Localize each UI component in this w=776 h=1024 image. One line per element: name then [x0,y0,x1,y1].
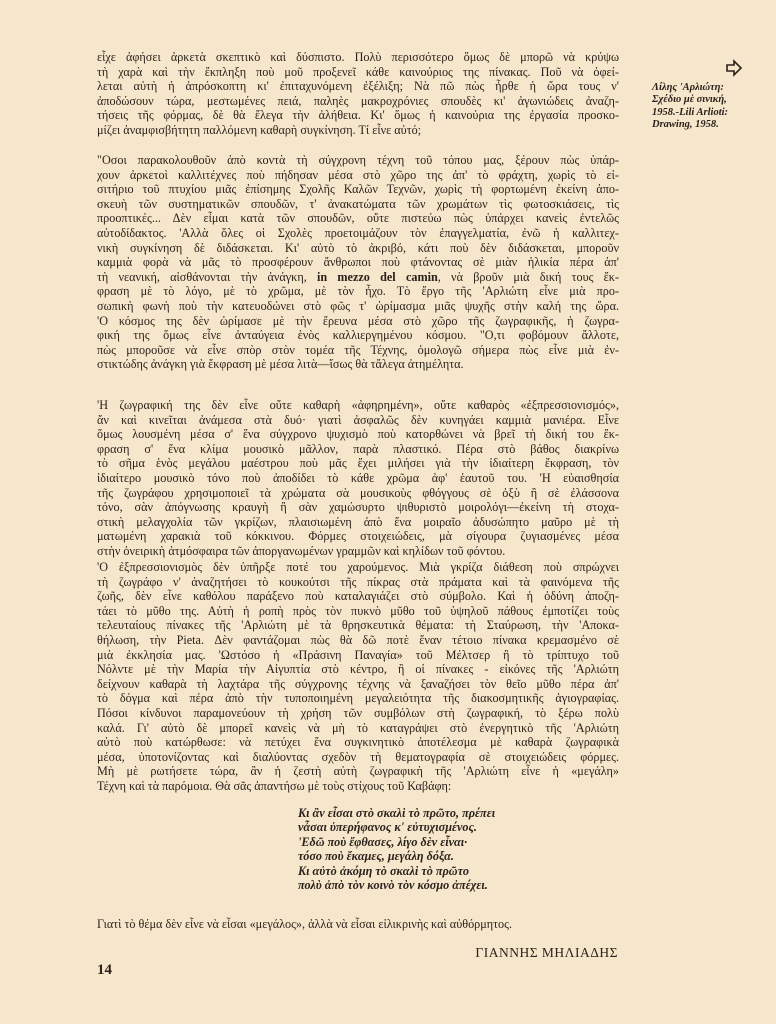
text-line: δείχνουν καθαρὰ τὴ λαχτάρα τῆς σύγχρονης τέχνης νὰ ξαναζήσει τὸν θεῖο μῦθο πέρα ἀπ' [97,676,619,691]
text-line: καμμιὰ φορὰ νὰ μᾶς τὸ προσφέρουν ἄνθρωποι ποὺ φτάνοντας σὲ μιὰν ἡλικία πέρα ἀπ' [97,255,619,270]
text-line: αὐτοδίδακτος. 'Αλλὰ ὅλες οἱ Σχολὲς προετοιμάζουν τὸν ἐπαγγελματία, ἐνῶ ἡ καλλιτεχ- [97,225,619,240]
text-line: τὴ ζωγράφο ν' ἀναζητήσει τὸ κουκούτσι τῆς πίκρας στὰ πράματα καὶ τὰ φαινόμενα τῆς [97,574,619,589]
text-line: 'Ο κόσμος της δὲν ὡρίμασε μὲ τὴν ἔρευνα μέσα στὸ χῶρο τῆς ζωγραφικῆς, ἡ ζωγρα- [97,313,619,328]
text-line: χουν ἀρκετοὶ καλλιτέχνες ποὺ πήδησαν μέσα στὸ χῶρο της ἀπ' τὸ φράχτη, χωρὶς τὸ εἰ- [97,167,619,182]
text-line: φική της ὅμως εἶνε ἀνταύγεια ἑνὸς καλλιεργημένου κόσμου. "Ο,τι φοβόμουν ἄλλοτε, [97,328,619,343]
paragraph-1 [97,50,619,138]
paragraph-4 [97,560,619,794]
paragraph-2 [97,153,619,372]
text-line: στικὴ μελαγχολία τῶν γκρίζων, πλαισιωμένη ἀπὸ ἕνα μοιραῖο ἀδυσώπητο μαῦρο μὲ τὴ [97,514,619,529]
text-line: ζωῆς, δὲν εἶνε καθόλου παράξενο ποὺ καταλαγιάζει στὸ σύμβολο. Καὶ ἡ ὀδύνη ἀποζη- [97,589,619,604]
poem-line: τόσο ποὺ ἔκαμες, μεγάλη δόξα. [298,849,454,864]
page-number: 14 [97,962,112,978]
text-line: στικτώδης ἀνάγκη γιὰ ἔκφραση μὲ μέσα λιτὰ—ἴσως θὰ τἄλεγα ἀτημέλητα. [97,357,464,372]
text-line: τάει τὸ μῦθο της. Αὐτὴ ἡ ροπὴ πρὸς τὸν πυκνὸ μῦθο τοῦ ὑψηλοῦ πάθους ἐμποτίζει τοὺς [97,603,619,618]
text-line: Μὴ μὲ ρωτήσετε τώρα, ἂν ἡ ζεστὴ αὐτὴ ζωγραφικὴ τῆς 'Αρλιώτη εἶνε ἡ «μεγάλη» [97,764,619,779]
text-line: τήσεις τῆς φόρμας, δὲ θὰ ἔλεγα τὴν ἀλήθεια. Κι' ὅμως ἡ καινούρια της ἐργασία προσκο- [97,108,619,123]
text-line: 'Ο ἐξπρεσσιονισμὸς δὲν ὑπῆρξε ποτέ του χαρούμενος. Μιὰ γκρίζα διάθεση ποὺ σπρώχνει [97,560,619,574]
text-line: νικὴ συγκίνηση δὲ διδάσκεται. Κι' αὐτὸ τὸ ἀκριβό, κάτι ποὺ δὲν διδάσκεται, μποροῦν [97,240,619,255]
caption-line: 1958.-Lili Arlioti: [652,106,729,118]
text-line: Νόλντε μὲ τὴν Μαρία τὴν Αἰγυπτία στὸ κέντρο, ἢ οἱ πίνακες - εἰκόνες τῆς 'Αρλιώτη [97,662,619,677]
text-line: ὅμως λουσμένη μέσα σ' ἕνα σύγχρονο ψυχισμὸ ποὺ κατορθώνει νὰ βρεῖ τὴ δική του ἔκ- [97,427,619,442]
text-line: φραση σ' ἕνα κλίμα μουσικὸ μᾶλλον, παρὰ πλαστικό. Πέρα στὸ βάθος διακρίνω [97,441,619,456]
text-line: θήλωση, τὴν Pieta. Δὲν φαντάζομαι πὼς θὰ δῶ ποτὲ ἕναν τέτοιο πίνακα κρεμασμένο σὲ [97,632,619,647]
text-line: τῆς ζωγράφου χρησιμοποιεῖ τὰ χρώματα σὰ μουσικοὺς φθόγγους σὲ ὀξὺ ἢ σὲ ἐλάσσονα [97,485,619,500]
poem-line: νἆσαι ὑπερήφανος κ' εὐτυχισμένος. [298,820,477,835]
text-line: σωπικὴ φωνὴ ποὺ τὴν κατευοδώνει στὸ φῶς τ' ὡρίμασμα μιᾶς ψυχῆς στὴν καλή της ὥρα. [97,298,619,313]
text-line: εἶχε ἀφήσει ἀρκετὰ σκεπτικὸ καὶ δύσπιστο. Πολὺ περισσότερο ὅμως δὲ μπορῶ νὰ κρύψω [97,50,619,64]
text-line: φραση μὲ τὸ λόγο, μὲ τὸ χρῶμα, μὲ τὸν ἦχο. Τὸ ἔργο τῆς 'Αρλιώτη εἶνε μιὰ προ- [97,284,619,299]
text-line: τὸ δόγμα καὶ πέρα ἀπὸ τὴν τυποποιημένη μεγαλειότητα τῆς διακοσμητικῆς ἁγιογραφίας. [97,691,619,706]
text-line: 'Η ζωγραφική της δὲν εἶνε οὔτε καθαρὴ «ἀφηρημένη», οὔτε καθαρὸς «ἐξπρεσσιονισμός», [97,398,619,412]
poem-line: Κι ἂν εἶσαι στὸ σκαλὶ τὸ πρῶτο, πρέπει [298,806,496,820]
image-caption [652,82,728,132]
text-line: τελευταίους πίνακες τῆς 'Αρλιώτη μὲ τὰ θρησκευτικὰ θέματα: τὴ Σταύρωση, τὴν 'Αποκα- [97,618,619,633]
author-signature: ΓΙΑΝΝΗΣ ΜΗΛΙΑΔΗΣ [475,945,618,960]
text-line: προοπτικές... Δὲν εἶμαι κατὰ τῶν σπουδῶν, οὔτε πιστεύω πὼς ὑπάρχει κανεὶς ἐντελῶς [97,211,619,226]
text-line: τὴ χαρὰ καὶ τὴν ἔκπληξη ποὺ μοῦ προξενεῖ κάθε καινούριος της πίνακας. Ποῦ νὰ ὀφεί- [97,64,619,79]
poem-line: 'Εδῶ ποὺ ἔφθασες, λίγο δὲν εἶναι· [298,834,468,849]
text-line: σιτήριο τοῦ πτυχίου μιᾶς ἐπίσημης Σχολῆς Καλῶν Τεχνῶν, χωρὶς τὴ φορτωμένη ἐκείνη ἀπο- [97,182,619,197]
arrow-right-icon [724,58,744,78]
text-line: τόνο, σὰν ἀπόγνωσης κραυγὴ ἢ σὰν χαμώσυρτο ψιθυριστὸ μοιρολόγι—ἐκείνη τὴ στοχα- [97,500,619,515]
caption-line: Λίλης 'Αρλιώτη: [652,82,724,93]
text-line: ματωμένη χαρακιὰ τοῦ κόκκινου. Φόρμες στοιχειώδεις, μὰ σίγουρα ζυγιασμένες μέσα [97,529,619,544]
emphasized-phrase: in mezzo del camin [317,269,438,284]
text-line: ἄν καὶ κινεῖται ἀνάμεσα στὰ δυό· γιατὶ ἀσφαλῶς δὲν κυνηγάει καμμιὰ μανιέρα. Εἶνε [97,412,619,427]
text-line: Τέχνη καὶ τὰ παρόμοια. Θὰ σᾶς ἀπαντήσω μὲ τοὺς στίχους τοῦ Καβάφη: [97,778,452,793]
text-line: ἀποδώσουν τώρα, μεστωμένες πειά, παληὲς μακροχρόνιες σπουδὲς κι' ἀγωνιώδεις ἀναζη- [97,93,619,108]
caption-line: Σχέδιο μὲ σινική, [652,94,727,106]
text-line: μιὰ ἐκκλησία μας. 'Ωστόσο ἡ «Πράσινη Παναγία» τοῦ Μέλτσερ ἢ τὸ τρίπτυχο τοῦ [97,647,619,662]
text-line: αὐτὸ ποὺ κατώρθωσε: νὰ πετύχει ἕνα συγκινητικὸ ἀποτέλεσμα μὲ καθαρὰ ζωγραφικὰ [97,735,619,750]
text-line: στὴν ὀνειρικὴ ἀτμόσφαιρα τῶν ἀποργανωμένων γραμμῶν καὶ κηλίδων τοῦ φόντου. [97,543,506,558]
text-line: τὸ σῆμα ἑνὸς μεγάλου μαέστρου ποὺ μᾶς ἔχει μιλήσει γιὰ τὴν ἰδιαίτερη ἔκφραση, τὸν [97,456,619,471]
poem-line: Κι αὐτὸ ἀκόμη τὸ σκαλὶ τὸ πρῶτο [298,863,469,878]
paragraph-3 [97,398,619,559]
text-line: τὴ νεανική, αἰσθάνονται τὴν ἀνάγκη, in mezzo del camin, νὰ βροῦν μιὰ δική τους ἔκ- [97,269,619,284]
text-line: "Οσοι παρακολουθοῦν ἀπὸ κοντὰ τὴ σύγχρονη τέχνη τοῦ τόπου μας, ξέρουν πὼς ὑπάρ- [97,153,619,167]
text-line: σκευὴ τῶν συστηματικῶν σπουδῶν, τ' ἀνακατώματα τῶν χρωμάτων τὶς φωτοσκιάσεις, τὶς [97,196,619,211]
text-line: ἰδιαίτερο μουσικὸ τόνο ποὺ ἀποδίδει τὸ κάθε χρῶμα ἀφ' ἑαυτοῦ του. 'Η εὐαισθησία [97,470,619,485]
caption-line: Drawing, 1958. [652,119,719,131]
text-line: πὼς μποροῦσε νὰ εἶνε σπὸρ στὸν τομέα τῆς Τέχνης, ὁμολογῶ σήμερα πὼς εἶνε μιὰ ἐν- [97,342,619,357]
text-line: καλά. Γι' αὐτὸ δὲ μπορεῖ κανεὶς νὰ μὴ τὸ καταγράψει στὸ ἐνεργητικὸ τῆς 'Αρλιώτη [97,720,619,735]
closing-sentence: Γιατὶ τὸ θέμα δὲν εἶνε νὰ εἶσαι «μεγάλος», ἀλλὰ νὰ εἶσαι εἰλικρινὴς καὶ αὐθόρμητος. [97,917,513,931]
text-line: μίζει ἀναμφισβήτητη παλλόμενη καθαρὴ συγκίνηση. Τί εἶνε αὐτό; [97,122,422,137]
poem-quote [298,806,495,892]
poem-line: πολὺ ἀπὸ τὸν κοινὸ τὸν κόσμο ἀπέχει. [298,878,488,893]
text-line: Πόσοι κίνδυνοι παραμονεύουν τὴ χρήση τῶν συμβόλων στὴ ζωγραφική, τὸ ξέρω πολὺ [97,705,619,720]
text-line: λεται αὐτὴ ἡ ἀπρόσκοπτη κι' ἐπιταχυνόμενη ἐξέλιξη; Νὰ πῶ πὼς ἦρθε ἡ ὥρα τους ν' [97,79,619,94]
text-line: μέσα, ὑποτονίζοντας καὶ διαλύοντας σχεδὸν τὴ θεματογραφία σὲ στοιχειώδεις φόρμες. [97,749,619,764]
